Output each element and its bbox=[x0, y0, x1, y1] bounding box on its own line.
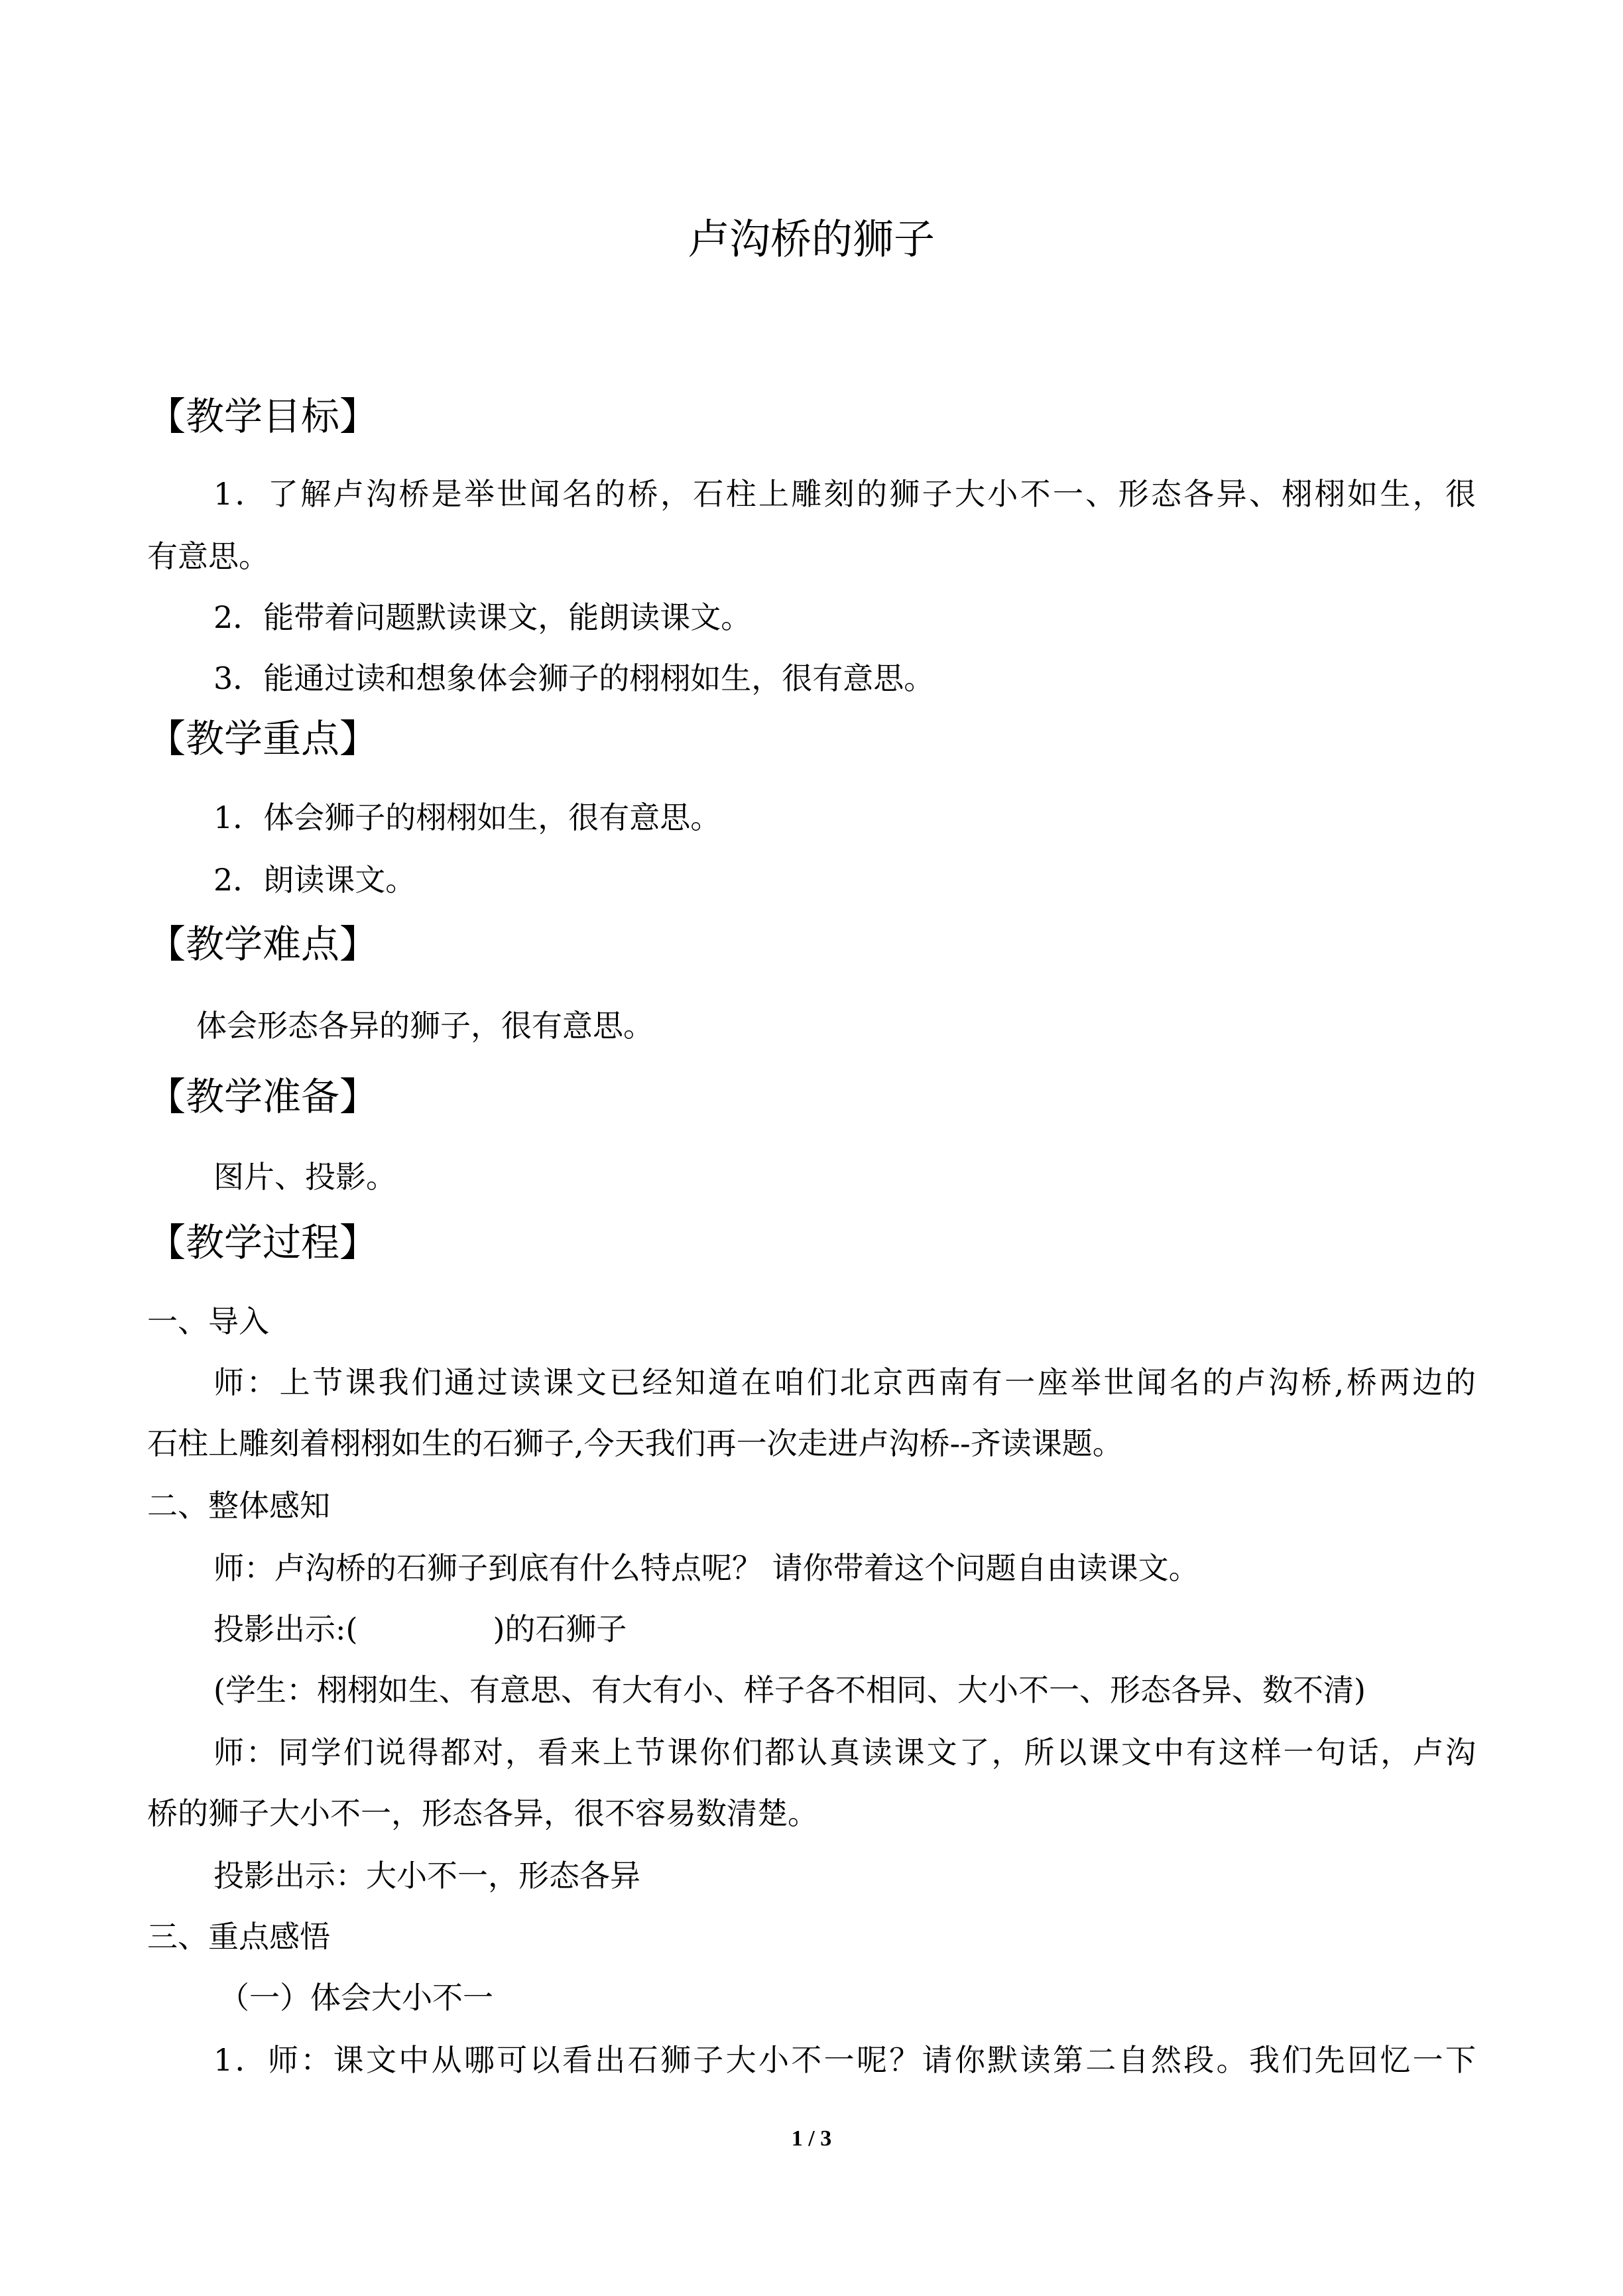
section-heading-goals: 【教学目标】 bbox=[147, 394, 379, 439]
page-title: 卢沟桥的狮子 bbox=[688, 215, 935, 263]
process-step-1-line-1: 师：上节课我们通过读课文已经知道在咱们北京西南有一座举世闻名的卢沟桥,桥两边的 bbox=[213, 1364, 1476, 1400]
projection-prompt-prefix: 投影出示:( bbox=[213, 1611, 358, 1647]
goal-item-1-line-1: 1．了解卢沟桥是举世闻名的桥，石柱上雕刻的狮子大小不一、形态各异、栩栩如生，很 bbox=[213, 476, 1476, 512]
process-step-3-subtitle: （一）体会大小不一 bbox=[219, 1980, 493, 2016]
process-step-2-line-6: 投影出示：大小不一，形态各异 bbox=[213, 1858, 640, 1894]
process-step-1-line-2: 石柱上雕刻着栩栩如生的石狮子,今天我们再一次走进卢沟桥--齐读课题。 bbox=[147, 1425, 1123, 1461]
difficulty-item-1: 体会形态各异的狮子，很有意思。 bbox=[196, 1008, 654, 1044]
key-point-item-1: 1．体会狮子的栩栩如生，很有意思。 bbox=[213, 800, 721, 835]
process-step-2-line-5: 桥的狮子大小不一，形态各异，很不容易数清楚。 bbox=[147, 1795, 818, 1831]
process-step-3-line-1: 1．师：课文中从哪可以看出石狮子大小不一呢？请你默读第二自然段。我们先回忆一下 bbox=[213, 2042, 1476, 2078]
process-step-1-title: 一、导入 bbox=[147, 1303, 269, 1339]
key-point-item-2: 2．朗读课文。 bbox=[213, 862, 416, 898]
process-step-2-line-4: 师：同学们说得都对，看来上节课你们都认真读课文了，所以课文中有这样一句话，卢沟 bbox=[213, 1734, 1476, 1770]
goal-item-1-line-2: 有意思。 bbox=[147, 538, 269, 574]
page-number: 1 / 3 bbox=[791, 2126, 832, 2151]
process-step-2-line-3: (学生：栩栩如生、有意思、有大有小、样子各不相同、大小不一、形态各异、数不清) bbox=[213, 1672, 1366, 1708]
goal-item-2: 2．能带着问题默读课文，能朗读课文。 bbox=[213, 599, 752, 635]
process-step-2-line-1: 师：卢沟桥的石狮子到底有什么特点呢？ 请你带着这个问题自由读课文。 bbox=[213, 1550, 1199, 1586]
projection-prompt-suffix: )的石狮子 bbox=[493, 1611, 627, 1647]
section-heading-difficulties: 【教学难点】 bbox=[147, 922, 379, 967]
process-step-2-line-2 bbox=[213, 1607, 627, 1651]
preparation-item-1: 图片、投影。 bbox=[213, 1159, 396, 1195]
section-heading-preparation: 【教学准备】 bbox=[147, 1074, 379, 1119]
section-heading-key-points: 【教学重点】 bbox=[147, 716, 379, 761]
process-step-3-title: 三、重点感悟 bbox=[147, 1919, 330, 1955]
section-heading-process: 【教学过程】 bbox=[147, 1220, 379, 1265]
goal-item-3: 3．能通过读和想象体会狮子的栩栩如生，很有意思。 bbox=[213, 660, 935, 696]
process-step-2-title: 二、整体感知 bbox=[147, 1488, 330, 1524]
